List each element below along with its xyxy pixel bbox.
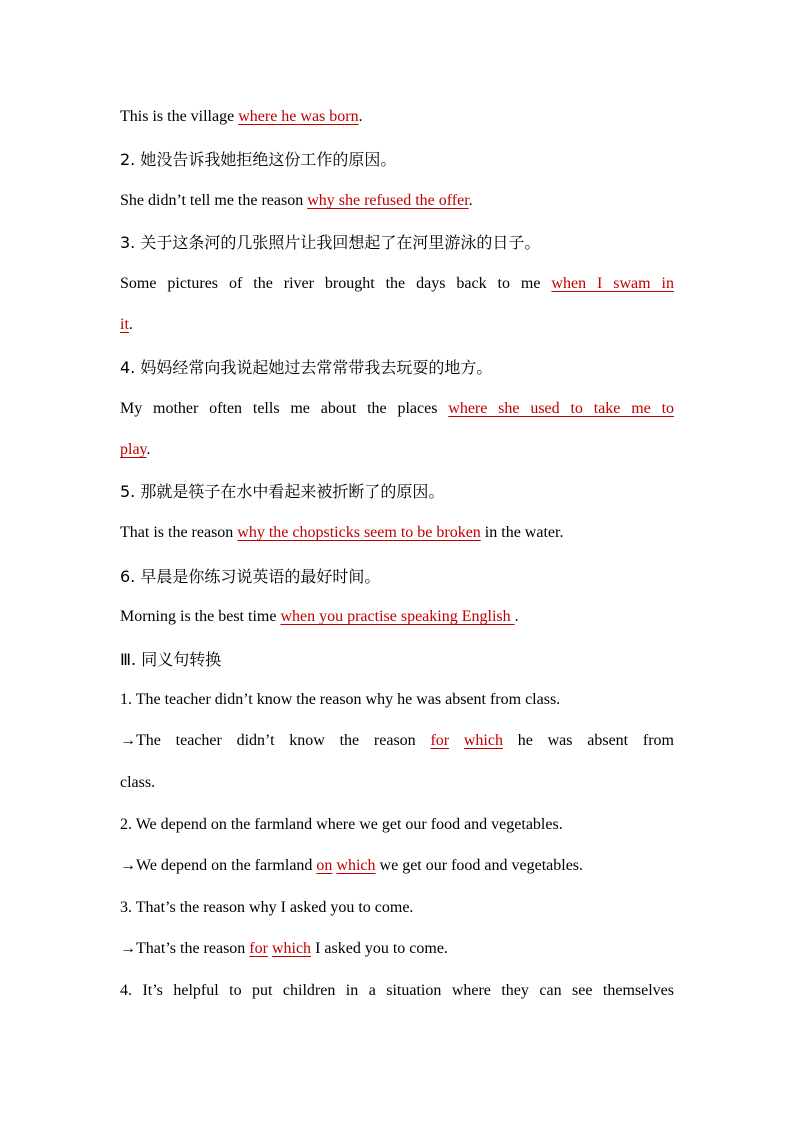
synonym-answer-3 bbox=[120, 938, 674, 960]
sentence-text: →That’s the reason bbox=[120, 940, 250, 957]
sentence-text: . bbox=[146, 441, 151, 458]
synonym-question-3: 3. That’s the reason why I asked you to come. bbox=[120, 899, 414, 916]
sentence-text: Morning is the best time bbox=[120, 608, 281, 625]
answer-text: for bbox=[430, 732, 450, 749]
answer-text: it bbox=[120, 316, 129, 333]
answer-text: when I swam in bbox=[551, 275, 674, 292]
answer-text: play bbox=[120, 441, 147, 458]
answer-text: why she refused the offer bbox=[307, 192, 469, 209]
section-heading: Ⅲ. 同义句转换 bbox=[120, 650, 222, 669]
sentence-text: My mother often tells me about the places bbox=[120, 400, 449, 417]
answer-text: on bbox=[316, 857, 333, 874]
sentence-text: . bbox=[514, 608, 519, 625]
sentence-text: Some pictures of the river brought the days back to me bbox=[120, 275, 552, 292]
synonym-question-4: 4. It’s helpful to put children in a situation where they can see themselves bbox=[120, 982, 674, 999]
answer-line-3b bbox=[120, 314, 674, 336]
synonym-question-2: 2. We depend on the farmland where we get our food and vegetables. bbox=[120, 816, 563, 833]
question-2: 2. 她没告诉我她拒绝这份工作的原因。 bbox=[120, 150, 397, 169]
sentence-text: we get our food and vegetables. bbox=[375, 857, 584, 874]
question-6: 6. 早晨是你练习说英语的最好时间。 bbox=[120, 567, 381, 586]
sentence-text: That is the reason bbox=[120, 524, 238, 541]
sentence-text: he was absent from bbox=[502, 732, 674, 749]
synonym-answer-1-cont: class. bbox=[120, 774, 156, 791]
question-3: 3. 关于这条河的几张照片让我回想起了在河里游泳的日子。 bbox=[120, 233, 541, 252]
synonym-answer-2 bbox=[120, 855, 674, 877]
answer-line-6 bbox=[120, 606, 674, 628]
answer-text: where she used to take me to bbox=[448, 400, 675, 417]
answer-line-4a bbox=[120, 398, 674, 420]
sentence-text: →The teacher didn’t know the reason bbox=[120, 732, 431, 749]
synonym-question-1: 1. The teacher didn’t know the reason why he was absent from class. bbox=[120, 691, 561, 708]
answer-text: which bbox=[271, 940, 312, 957]
answer-text: which bbox=[463, 732, 503, 749]
synonym-answer-1 bbox=[120, 730, 674, 752]
answer-text: where he was born bbox=[238, 108, 359, 125]
answer-text: for bbox=[249, 940, 268, 957]
answer-line-4b bbox=[120, 439, 674, 461]
sentence-text: →We depend on the farmland bbox=[120, 857, 317, 874]
answer-line-5 bbox=[120, 522, 674, 544]
answer-text: which bbox=[336, 857, 376, 874]
sentence-text: . bbox=[358, 108, 363, 125]
answer-text: why the chopsticks seem to be broken bbox=[237, 524, 481, 541]
answer-line-3a bbox=[120, 273, 674, 295]
question-5: 5. 那就是筷子在水中看起来被折断了的原因。 bbox=[120, 482, 445, 501]
sentence-text: I asked you to come. bbox=[311, 940, 448, 957]
sentence-text bbox=[449, 732, 464, 749]
answer-line-1 bbox=[120, 106, 674, 128]
sentence-text: She didn’t tell me the reason bbox=[120, 192, 308, 209]
answer-text: when you practise speaking English bbox=[280, 608, 515, 625]
sentence-text: . bbox=[128, 316, 133, 333]
answer-line-2 bbox=[120, 190, 674, 212]
sentence-text: This is the village bbox=[120, 108, 239, 125]
question-4: 4. 妈妈经常向我说起她过去常常带我去玩耍的地方。 bbox=[120, 358, 493, 377]
sentence-text: . bbox=[468, 192, 473, 209]
sentence-text: in the water. bbox=[480, 524, 564, 541]
